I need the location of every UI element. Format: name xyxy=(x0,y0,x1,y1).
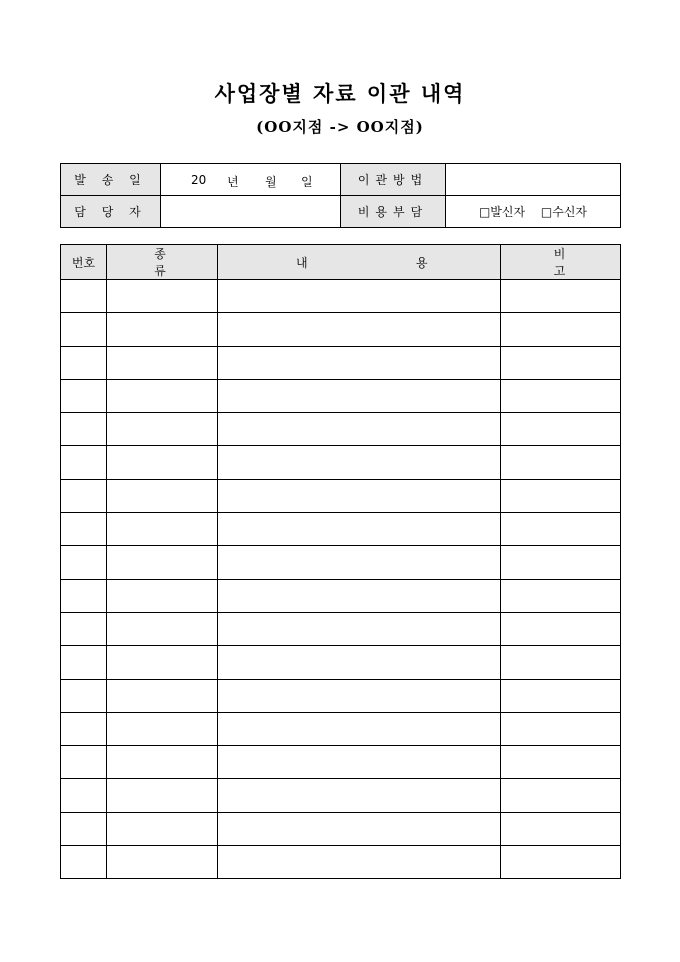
cell-remarks[interactable] xyxy=(501,313,621,346)
cell-remarks[interactable] xyxy=(501,612,621,645)
table-row xyxy=(61,413,621,446)
cell-content[interactable] xyxy=(218,513,501,546)
cell-number[interactable] xyxy=(61,513,107,546)
document-title: 사업장별 자료 이관 내역 xyxy=(214,81,466,106)
cell-remarks[interactable] xyxy=(501,546,621,579)
cell-remarks[interactable] xyxy=(501,379,621,412)
table-row xyxy=(61,379,621,412)
cell-number[interactable] xyxy=(61,479,107,512)
cost-option-sender[interactable]: □발신자 xyxy=(478,205,526,219)
table-row xyxy=(61,746,621,779)
send-date-label: 발 송 일 xyxy=(61,164,161,196)
cost-options xyxy=(446,196,621,228)
cell-content[interactable] xyxy=(218,712,501,745)
table-row xyxy=(61,579,621,612)
transfer-list-table xyxy=(60,244,621,879)
table-row xyxy=(61,712,621,745)
col-header-type: 종 류 xyxy=(107,245,218,280)
cell-type[interactable] xyxy=(107,579,218,612)
cell-content[interactable] xyxy=(218,812,501,845)
col-header-content xyxy=(218,245,501,280)
cell-type[interactable] xyxy=(107,779,218,812)
table-row xyxy=(61,479,621,512)
cell-content[interactable] xyxy=(218,379,501,412)
info-table xyxy=(60,163,621,228)
cell-content[interactable] xyxy=(218,479,501,512)
date-day-unit: 일 xyxy=(301,175,313,189)
cell-remarks[interactable] xyxy=(501,446,621,479)
cell-type[interactable] xyxy=(107,612,218,645)
cell-number[interactable] xyxy=(61,579,107,612)
transfer-list-body xyxy=(61,280,621,879)
manager-label: 담 당 자 xyxy=(61,196,161,228)
cell-type[interactable] xyxy=(107,812,218,845)
cell-type[interactable] xyxy=(107,646,218,679)
cell-remarks[interactable] xyxy=(501,712,621,745)
cell-remarks[interactable] xyxy=(501,679,621,712)
cell-number[interactable] xyxy=(61,379,107,412)
table-row xyxy=(61,313,621,346)
cell-remarks[interactable] xyxy=(501,513,621,546)
cell-remarks[interactable] xyxy=(501,812,621,845)
cell-type[interactable] xyxy=(107,346,218,379)
cell-content[interactable] xyxy=(218,313,501,346)
cell-type[interactable] xyxy=(107,479,218,512)
cell-remarks[interactable] xyxy=(501,413,621,446)
transfer-method-label: 이관방법 xyxy=(341,164,446,196)
cell-content[interactable] xyxy=(218,779,501,812)
cell-remarks[interactable] xyxy=(501,280,621,313)
cell-type[interactable] xyxy=(107,513,218,546)
cell-remarks[interactable] xyxy=(501,346,621,379)
cell-content[interactable] xyxy=(218,346,501,379)
table-row xyxy=(61,779,621,812)
manager-field[interactable] xyxy=(161,196,341,228)
cell-content[interactable] xyxy=(218,280,501,313)
table-row xyxy=(61,612,621,645)
table-row xyxy=(61,646,621,679)
date-month-unit: 월 xyxy=(265,175,277,189)
cell-content[interactable] xyxy=(218,446,501,479)
cell-content[interactable] xyxy=(218,679,501,712)
cell-type[interactable] xyxy=(107,846,218,879)
cell-type[interactable] xyxy=(107,280,218,313)
cell-remarks[interactable] xyxy=(501,579,621,612)
cell-type[interactable] xyxy=(107,446,218,479)
cell-content[interactable] xyxy=(218,546,501,579)
cell-content[interactable] xyxy=(218,646,501,679)
cell-number[interactable] xyxy=(61,546,107,579)
table-row xyxy=(61,679,621,712)
cell-number[interactable] xyxy=(61,712,107,745)
cell-content[interactable] xyxy=(218,846,501,879)
transfer-method-field[interactable] xyxy=(446,164,621,196)
cell-number[interactable] xyxy=(61,313,107,346)
cell-number[interactable] xyxy=(61,280,107,313)
col-header-remarks: 비 고 xyxy=(501,245,621,280)
cell-remarks[interactable] xyxy=(501,646,621,679)
send-date-field[interactable] xyxy=(161,164,341,196)
cell-type[interactable] xyxy=(107,679,218,712)
table-row xyxy=(61,446,621,479)
cell-number[interactable] xyxy=(61,679,107,712)
cell-type[interactable] xyxy=(107,379,218,412)
cell-number[interactable] xyxy=(61,346,107,379)
cell-number[interactable] xyxy=(61,612,107,645)
cell-number[interactable] xyxy=(61,812,107,845)
table-row xyxy=(61,846,621,879)
cell-content[interactable] xyxy=(218,746,501,779)
cell-type[interactable] xyxy=(107,712,218,745)
cell-type[interactable] xyxy=(107,413,218,446)
date-year-unit: 년 xyxy=(227,175,239,189)
cell-remarks[interactable] xyxy=(501,846,621,879)
cell-number[interactable] xyxy=(61,846,107,879)
table-row xyxy=(61,812,621,845)
table-row xyxy=(61,546,621,579)
cell-type[interactable] xyxy=(107,746,218,779)
cost-option-receiver[interactable]: □수신자 xyxy=(540,205,588,219)
cell-number[interactable] xyxy=(61,413,107,446)
cost-label: 비용부담 xyxy=(341,196,446,228)
cell-type[interactable] xyxy=(107,546,218,579)
col-header-content-left: 내 xyxy=(296,256,308,270)
cell-remarks[interactable] xyxy=(501,479,621,512)
table-row xyxy=(61,513,621,546)
date-year: 20 xyxy=(191,173,207,187)
table-row xyxy=(61,346,621,379)
cell-content[interactable] xyxy=(218,579,501,612)
cell-remarks[interactable] xyxy=(501,746,621,779)
document-subtitle: (OO지점 -> OO지점) xyxy=(256,118,424,136)
col-header-content-right: 용 xyxy=(416,256,428,270)
cell-number[interactable] xyxy=(61,746,107,779)
cell-number[interactable] xyxy=(61,646,107,679)
cell-number[interactable] xyxy=(61,446,107,479)
table-row xyxy=(61,280,621,313)
cell-remarks[interactable] xyxy=(501,779,621,812)
cell-number[interactable] xyxy=(61,779,107,812)
cell-content[interactable] xyxy=(218,413,501,446)
col-header-number: 번호 xyxy=(61,245,107,280)
cell-content[interactable] xyxy=(218,612,501,645)
cell-type[interactable] xyxy=(107,313,218,346)
